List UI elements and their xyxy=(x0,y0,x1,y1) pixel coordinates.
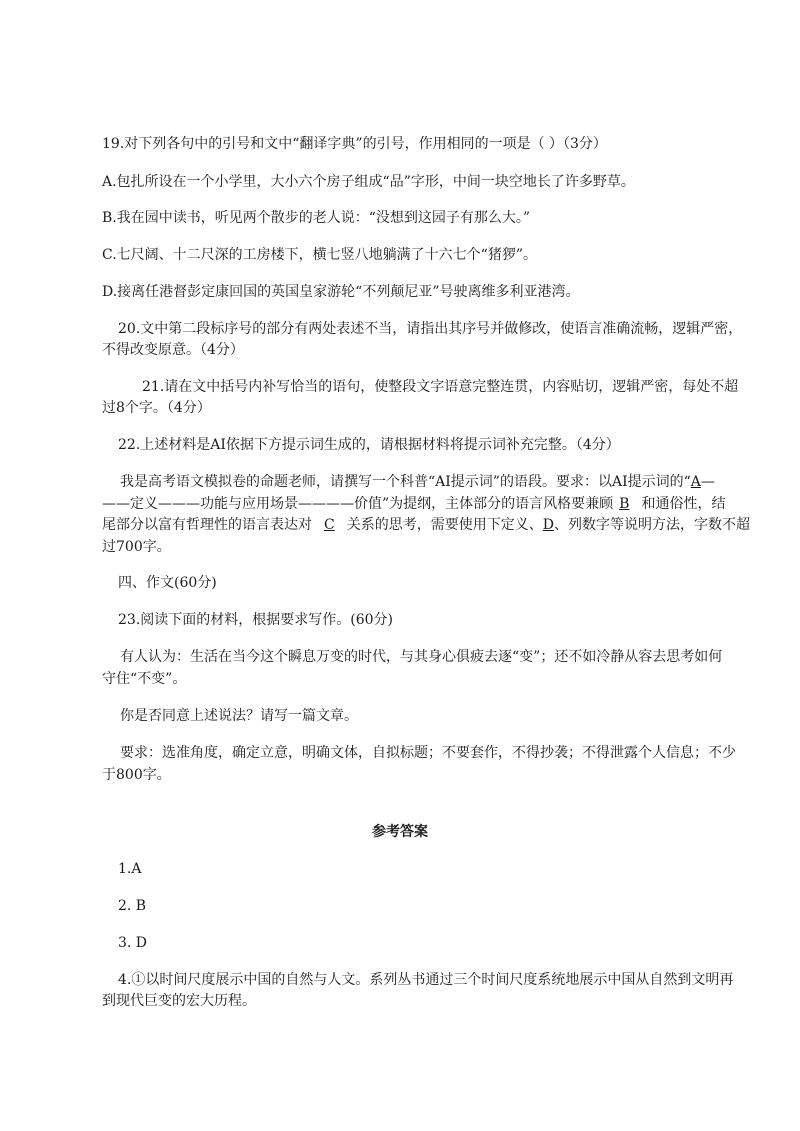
q22-text: 我是高考语文模拟卷的命题老师，请撰写一个科普“AI提示词”的语段。要求：以AI提示词的“ xyxy=(120,474,691,490)
answer-2: 2. B xyxy=(118,898,147,914)
q20-line-2: 不得改变原意。（4分） xyxy=(102,342,244,358)
q23-material-line-2: 守住“不变”。 xyxy=(102,671,187,687)
q22-prompt-line-2 xyxy=(102,494,725,514)
q21-line-2: 过8个字。（4分） xyxy=(102,400,211,416)
blank-c: C xyxy=(324,517,335,533)
blank-b: B xyxy=(619,496,630,512)
q22-stem: 22.上述材料是AI依据下方提示词生成的，请根据材料将提示词补充完整。（4分） xyxy=(118,437,620,453)
q23-requirement-line-2: 于800字。 xyxy=(102,767,171,783)
answer-key-title: 参考答案 xyxy=(372,824,428,840)
answer-4-line-2: 到现代巨变的宏大历程。 xyxy=(102,993,256,1009)
blank-d: D xyxy=(542,517,554,533)
answer-1: 1.A xyxy=(118,861,142,877)
q19-option-b: B.我在园中读书，听见两个散步的老人说：“没想到这园子有那么大。” xyxy=(102,210,531,226)
q23-question: 你是否同意上述说法？请写一篇文章。 xyxy=(120,708,358,724)
q22-text: 尾部分以富有哲理性的语言表达对 xyxy=(102,517,312,533)
q19-option-d: D.接离任港督彭定康回国的英国皇家游轮“不列颠尼亚”号驶离维多利亚港湾。 xyxy=(102,284,580,300)
q22-text: 关系的思考，需要使用下定义、 xyxy=(346,517,543,533)
q21-line-1: 21.请在文中括号内补写恰当的语句，使整段文字语意完整连贯，内容贴切，逻辑严密，每处不超 xyxy=(142,379,739,395)
q19-option-c: C.七尺阔、十二尺深的工房楼下，横七竖八地躺满了十六七个“猪猡”。 xyxy=(102,247,537,263)
q19-option-a: A.包扎所设在一个小学里，大小六个房子组成“品”字形，中间一块空地长了许多野草。 xyxy=(102,174,635,190)
q22-prompt-line-3 xyxy=(102,515,750,535)
q19-stem: 19.对下列各句中的引号和文中“翻译字典”的引号，作用相同的一项是（ ）（3分） xyxy=(102,136,607,152)
q20-line-1: 20.文中第二段标序号的部分有两处表述不当，请指出其序号并做修改，使语言准确流畅，逻辑严密， xyxy=(118,321,743,337)
blank-a: A xyxy=(690,474,701,490)
q22-prompt-line-4: 过700字。 xyxy=(102,539,171,555)
q22-prompt-line-1 xyxy=(120,472,715,492)
section-essay-heading: 四、作文(60分) xyxy=(118,575,217,591)
q23-material-line-1: 有人认为：生活在当今这个瞬息万变的时代，与其身心俱疲去逐“变”；还不如冷静从容去思考如何 xyxy=(120,649,723,665)
q23-requirement-line-1: 要求：选准角度，确定立意，明确文体，自拟标题；不要套作，不得抄袭；不得泄露个人信息；不少 xyxy=(120,745,736,761)
q22-text: — xyxy=(700,474,715,490)
q23-stem: 23.阅读下面的材料，根据要求写作。(60分) xyxy=(118,612,394,628)
answer-4-line-1: 4.①以时间尺度展示中国的自然与人文。系列丛书通过三个时间尺度系统地展示中国从自然到文明再 xyxy=(118,972,734,988)
q22-text: ——定义———功能与应用场景————价值”为提纲，主体部分的语言风格要兼顾 xyxy=(102,496,614,512)
q22-text: 、列数字等说明方法，字数不超 xyxy=(553,517,750,533)
q22-text: 和通俗性，结 xyxy=(641,496,726,512)
answer-3: 3. D xyxy=(118,935,148,951)
